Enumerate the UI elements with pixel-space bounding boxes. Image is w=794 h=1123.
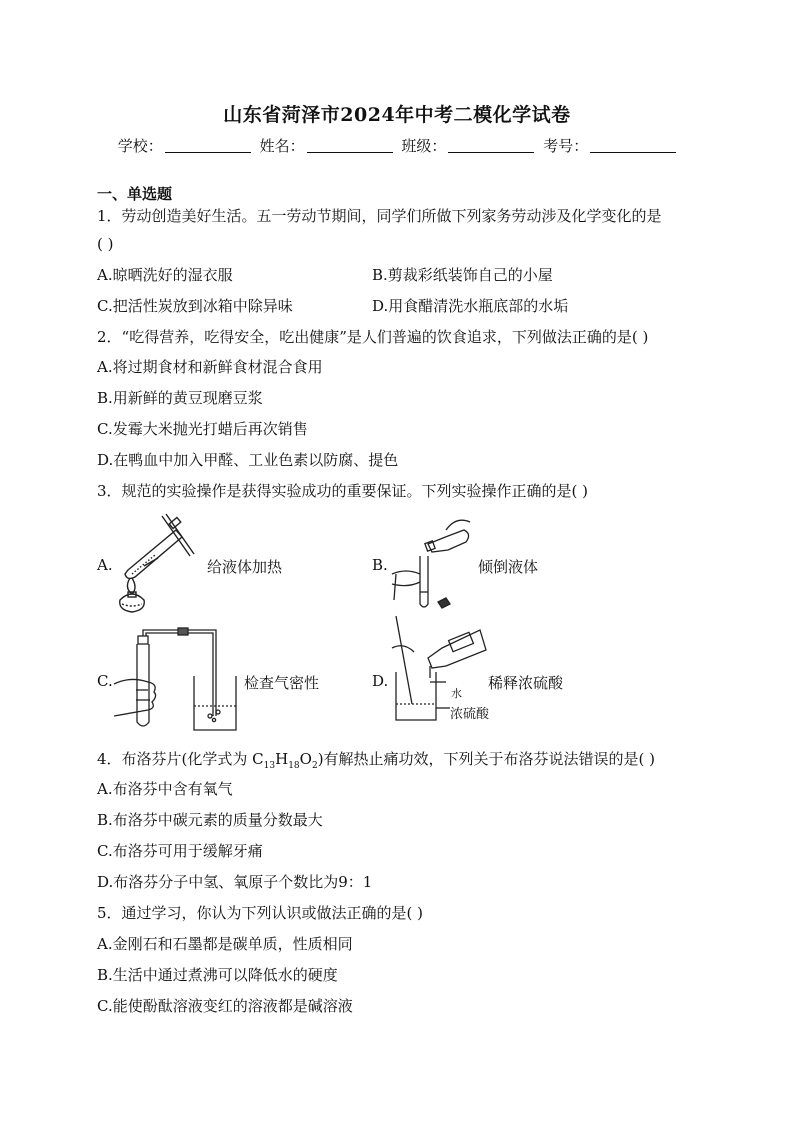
student-info-line <box>0 135 794 156</box>
q2-option-d: D.在鸭血中加入甲醛、工业色素以防腐、提色 <box>97 451 399 469</box>
q4-option-a: A.布洛芬中含有氧气 <box>97 780 233 798</box>
q3-d-water-label: 水 <box>451 687 462 700</box>
q4-option-d: D.布洛芬分子中氢、氧原子个数比为9：1 <box>97 873 373 891</box>
q2-option-b: B.用新鲜的黄豆现磨豆浆 <box>97 389 263 407</box>
q5-option-c: C.能使酚酞溶液变红的溶液都是碱溶液 <box>97 997 353 1015</box>
school-label: 学校： <box>117 137 163 155</box>
q3-d-acid-label: 浓硫酸 <box>450 707 490 722</box>
q5-stem: 5．通过学习，你认为下列认识或做法正确的是( ) <box>97 904 424 922</box>
class-label: 班级： <box>401 137 447 155</box>
number-blank[interactable] <box>590 139 676 153</box>
page-title: 山东省菏泽市2024年中考二模化学试卷 <box>223 104 571 126</box>
q1-option-d: D.用食醋清洗水瓶底部的水垢 <box>372 297 569 315</box>
q3-d-text: 稀释浓硫酸 <box>488 674 564 692</box>
heating-liquid-illustration <box>110 508 205 618</box>
q3-c-text: 检查气密性 <box>244 674 320 692</box>
q1-stem: 1．劳动创造美好生活。五一劳动节期间，同学们所做下列家务劳动涉及化学变化的是 <box>97 207 662 225</box>
name-label: 姓名： <box>259 137 305 155</box>
class-blank[interactable] <box>448 139 534 153</box>
q4-stem: 4．布洛芬片(化学式为 $C_{13}H_{18}O_2$)有解热止痛功效，下列关于布洛芬说法错误的是( ) <box>97 750 656 771</box>
q3-c-letter: C. <box>97 672 113 690</box>
q5-option-a: A.金刚石和石墨都是碳单质，性质相同 <box>97 935 353 953</box>
number-label: 考号： <box>543 137 589 155</box>
airtightness-check-illustration <box>110 626 245 734</box>
q2-option-a: A.将过期食材和新鲜食材混合食用 <box>97 358 323 376</box>
q3-b-text: 倾倒液体 <box>478 558 539 576</box>
name-blank[interactable] <box>307 139 393 153</box>
pouring-liquid-illustration <box>386 512 476 612</box>
q3-a-letter: A. <box>97 556 113 574</box>
q1-option-a: A.晾晒洗好的湿衣服 <box>97 266 233 284</box>
q1-option-b: B.剪裁彩纸装饰自己的小屋 <box>372 266 553 284</box>
q3-a-text: 给液体加热 <box>207 558 283 576</box>
q2-stem: 2．“吃得营养，吃得安全，吃出健康”是人们普遍的饮食追求，下列做法正确的是( ) <box>97 328 649 346</box>
q3-b-letter: B. <box>372 556 388 574</box>
q3-stem: 3．规范的实验操作是获得实验成功的重要保证。下列实验操作正确的是( ) <box>97 482 589 500</box>
q3-d-letter: D. <box>372 672 389 690</box>
q2-option-c: C.发霉大米抛光打蜡后再次销售 <box>97 420 308 438</box>
q5-option-b: B.生活中通过煮沸可以降低水的硬度 <box>97 966 338 984</box>
q4-option-c: C.布洛芬可用于缓解牙痛 <box>97 842 263 860</box>
school-blank[interactable] <box>165 139 251 153</box>
q4-option-b: B.布洛芬中碳元素的质量分数最大 <box>97 811 323 829</box>
q1-paren: ( ) <box>97 235 114 253</box>
q1-option-c: C.把活性炭放到冰箱中除异味 <box>97 297 293 315</box>
section-heading: 一、单选题 <box>97 185 173 203</box>
